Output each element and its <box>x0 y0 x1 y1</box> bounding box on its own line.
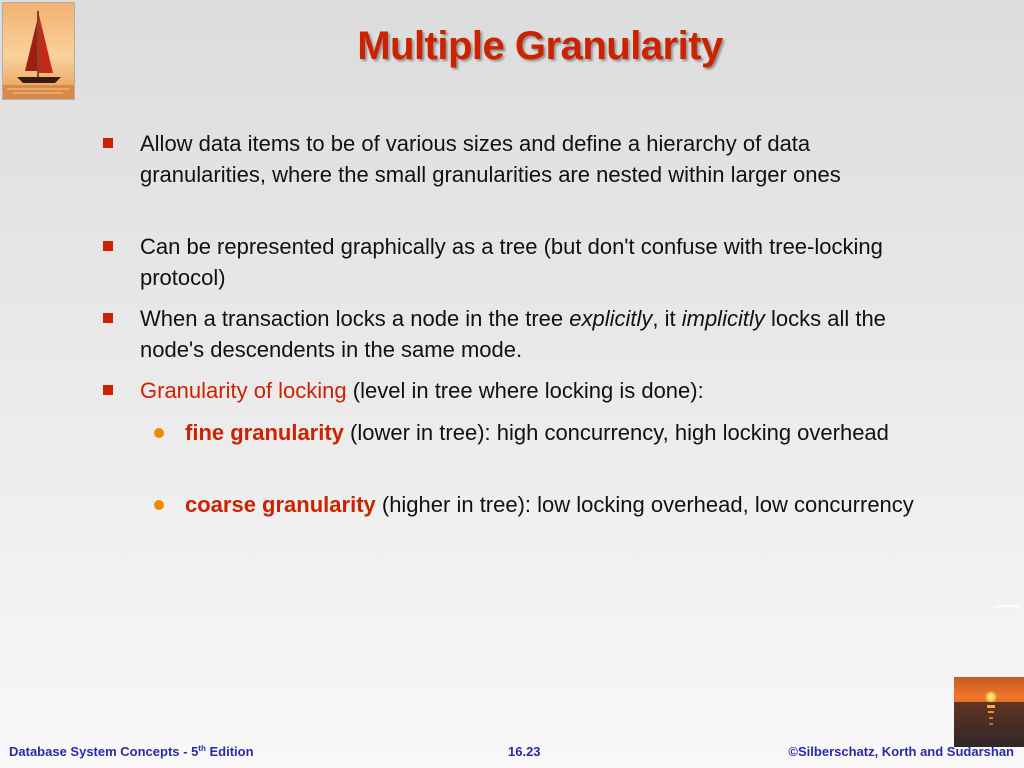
subbullet-item <box>185 489 925 520</box>
square-bullet-icon <box>103 138 113 148</box>
bullet-item <box>140 128 940 190</box>
bullet-item <box>140 375 940 406</box>
bullet-text-part: , it <box>652 306 682 331</box>
square-bullet-icon <box>103 241 113 251</box>
emphasis-explicitly: explicitly <box>569 306 653 331</box>
footer-book-prefix: Database System Concepts - 5 <box>9 744 199 759</box>
bullet-text-part: (level in tree where locking is done): <box>346 378 704 403</box>
decorative-swoosh <box>990 605 1024 615</box>
footer-book-sup: th <box>198 744 206 753</box>
bullet-item <box>140 303 940 365</box>
bullet-text-part: When a transaction locks a node in the tree <box>140 306 570 331</box>
subbullet-term: fine granularity <box>185 420 344 445</box>
bullet-text: Allow data items to be of various sizes and define a hierarchy of data granularities, where the small granularities are nested within larger ones <box>140 131 841 187</box>
sunset-logo-icon <box>954 677 1024 747</box>
square-bullet-icon <box>103 385 113 395</box>
subbullet-term: coarse granularity <box>185 492 376 517</box>
sailboat-logo-icon <box>2 2 75 100</box>
bullet-text-part: locks all the node's descendents in the same mode. <box>140 306 886 362</box>
emphasis-implicitly: implicitly <box>681 306 765 331</box>
bullet-highlight: Granularity of locking <box>140 378 347 403</box>
page-title: Multiple Granularity <box>357 24 723 68</box>
footer-page-number: 16.23 <box>508 744 541 759</box>
square-bullet-icon <box>103 313 113 323</box>
bullet-text: Can be represented graphically as a tree (but don't confuse with tree-locking protocol) <box>140 234 883 290</box>
footer-copyright: ©Silberschatz, Korth and Sudarshan <box>788 744 1014 759</box>
round-bullet-icon <box>154 500 164 510</box>
subbullet-item <box>185 417 925 448</box>
footer-book-title <box>9 744 254 759</box>
subbullet-text: (higher in tree): low locking overhead, low concurrency <box>375 492 914 517</box>
footer-book-suffix: Edition <box>205 744 254 759</box>
bullet-item <box>140 231 940 293</box>
subbullet-text: (lower in tree): high concurrency, high locking overhead <box>343 420 889 445</box>
round-bullet-icon <box>154 428 164 438</box>
